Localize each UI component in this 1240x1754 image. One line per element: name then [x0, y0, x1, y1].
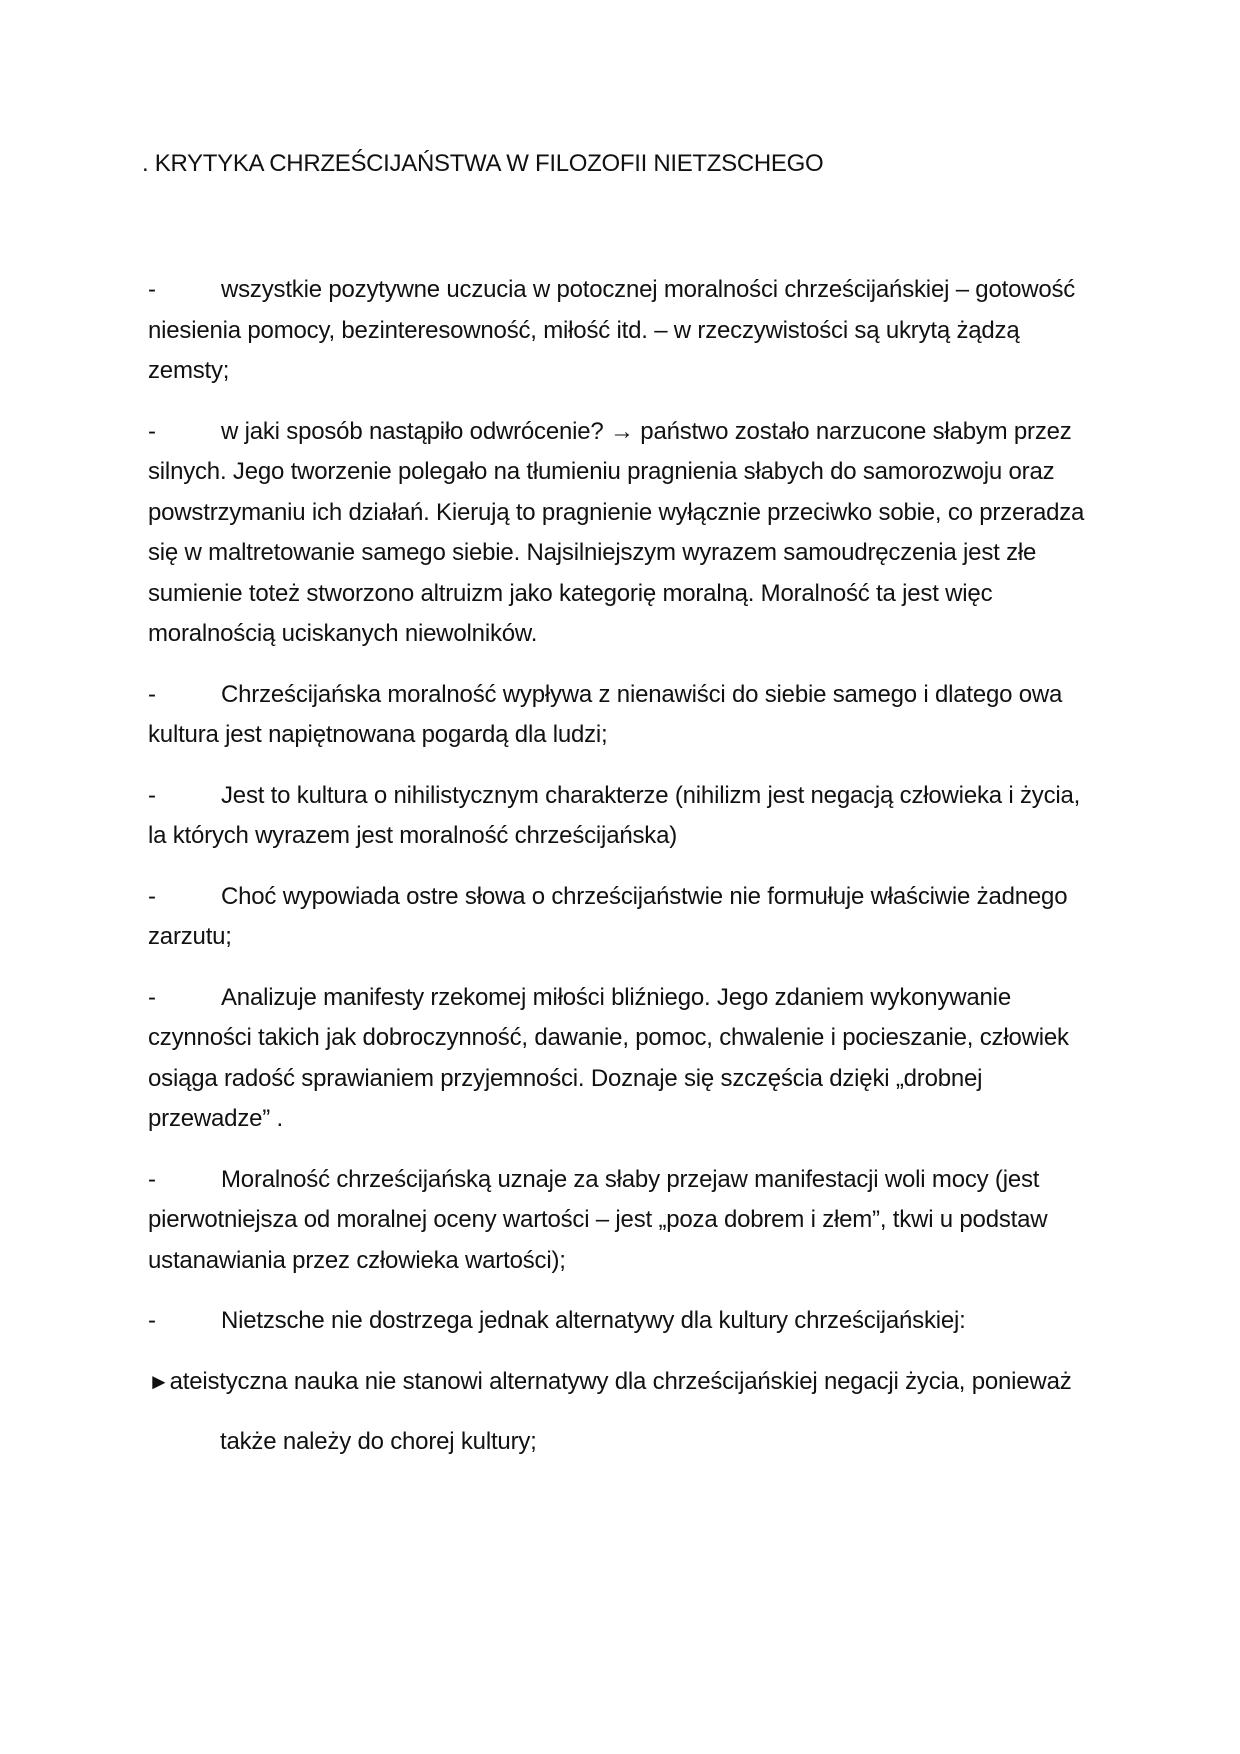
- list-item-text: w jaki sposób nastąpiło odwrócenie? → państwo zostało narzucone słabym przez silnych. Jego tworzenie polegało na tłumieniu pragnienia słabych do samorozwoju oraz powstrzymaniu ich działań. Kierują to pragnienie wyłącznie przeciwko sobie, co przeradza się w maltretowanie samego siebie. Najsilniejszym wyrazem samoudręczenia jest złe sumienie toteż stworzono altruizm jako kategorię moralną. Moralność ta jest więc moralnością uciskanych niewolników.: [148, 417, 1085, 647]
- list-item-text: Choć wypowiada ostre słowa o chrześcijaństwie nie formułuje właściwie żadnego zarzutu;: [148, 882, 1068, 950]
- list-item: [148, 412, 1098, 655]
- list-item: [148, 877, 1098, 958]
- bullet-dash: -: [148, 781, 156, 809]
- list-item: [148, 776, 1098, 857]
- bullet-dash: -: [148, 1307, 156, 1334]
- list-item: [148, 978, 1098, 1140]
- list-item-text: Moralność chrześcijańską uznaje za słaby przejaw manifestacji woli mocy (jest pierwotniejsza od moralnej oceny wartości – jest „poza dobrem i złem”, tkwi u podstaw ustanawiania przez człowieka wartości);: [148, 1165, 1048, 1274]
- bullet-dash: -: [148, 983, 156, 1011]
- list-item: [148, 1160, 1098, 1282]
- list-item: [148, 1301, 1098, 1342]
- bullet-dash: -: [148, 1165, 156, 1193]
- list-item: [148, 675, 1098, 756]
- list-item-text: Chrześcijańska moralność wypływa z nienawiści do siebie samego i dlatego owa kultura jest napiętnowana pogardą dla ludzi;: [148, 680, 1063, 748]
- list-item: [148, 270, 1098, 392]
- bullet-dash: -: [148, 276, 156, 303]
- list-item-text: Nietzsche nie dostrzega jednak alternatywy dla kultury chrześcijańskiej:: [221, 1307, 966, 1334]
- bullet-dash: -: [148, 882, 156, 910]
- arrow-paragraph-text: ateistyczna nauka nie stanowi alternatywy dla chrześcijańskiej negacji życia, ponieważ: [169, 1367, 1072, 1395]
- document-title: . KRYTYKA CHRZEŚCIJAŃSTWA W FILOZOFII NIETZSCHEGO: [142, 150, 824, 177]
- triangle-bullet-icon: ►: [148, 1368, 170, 1394]
- list-item-text: wszystkie pozytywne uczucia w potocznej moralności chrześcijańskiej – gotowość niesienia pomocy, bezinteresowność, miłość itd. – w rzeczywistości są ukrytą żądzą zemsty;: [148, 276, 1076, 384]
- continuation-line: także należy do chorej kultury;: [220, 1428, 537, 1455]
- bullet-dash: -: [148, 680, 156, 708]
- arrow-paragraph: [148, 1362, 1098, 1403]
- bullet-dash: -: [148, 417, 156, 445]
- document-body: [148, 270, 1098, 1463]
- list-item-text: Jest to kultura o nihilistycznym charakterze (nihilizm jest negacją człowieka i życia, la których wyrazem jest moralność chrześcijańska): [148, 781, 1081, 849]
- list-item-text: Analizuje manifesty rzekomej miłości bliźniego. Jego zdaniem wykonywanie czynności takich jak dobroczynność, dawanie, pomoc, chwalenie i pocieszanie, człowiek osiąga radość sprawianiem przyjemności. Doznaje się szczęścia dzięki „drobnej przewadze” .: [148, 983, 1069, 1132]
